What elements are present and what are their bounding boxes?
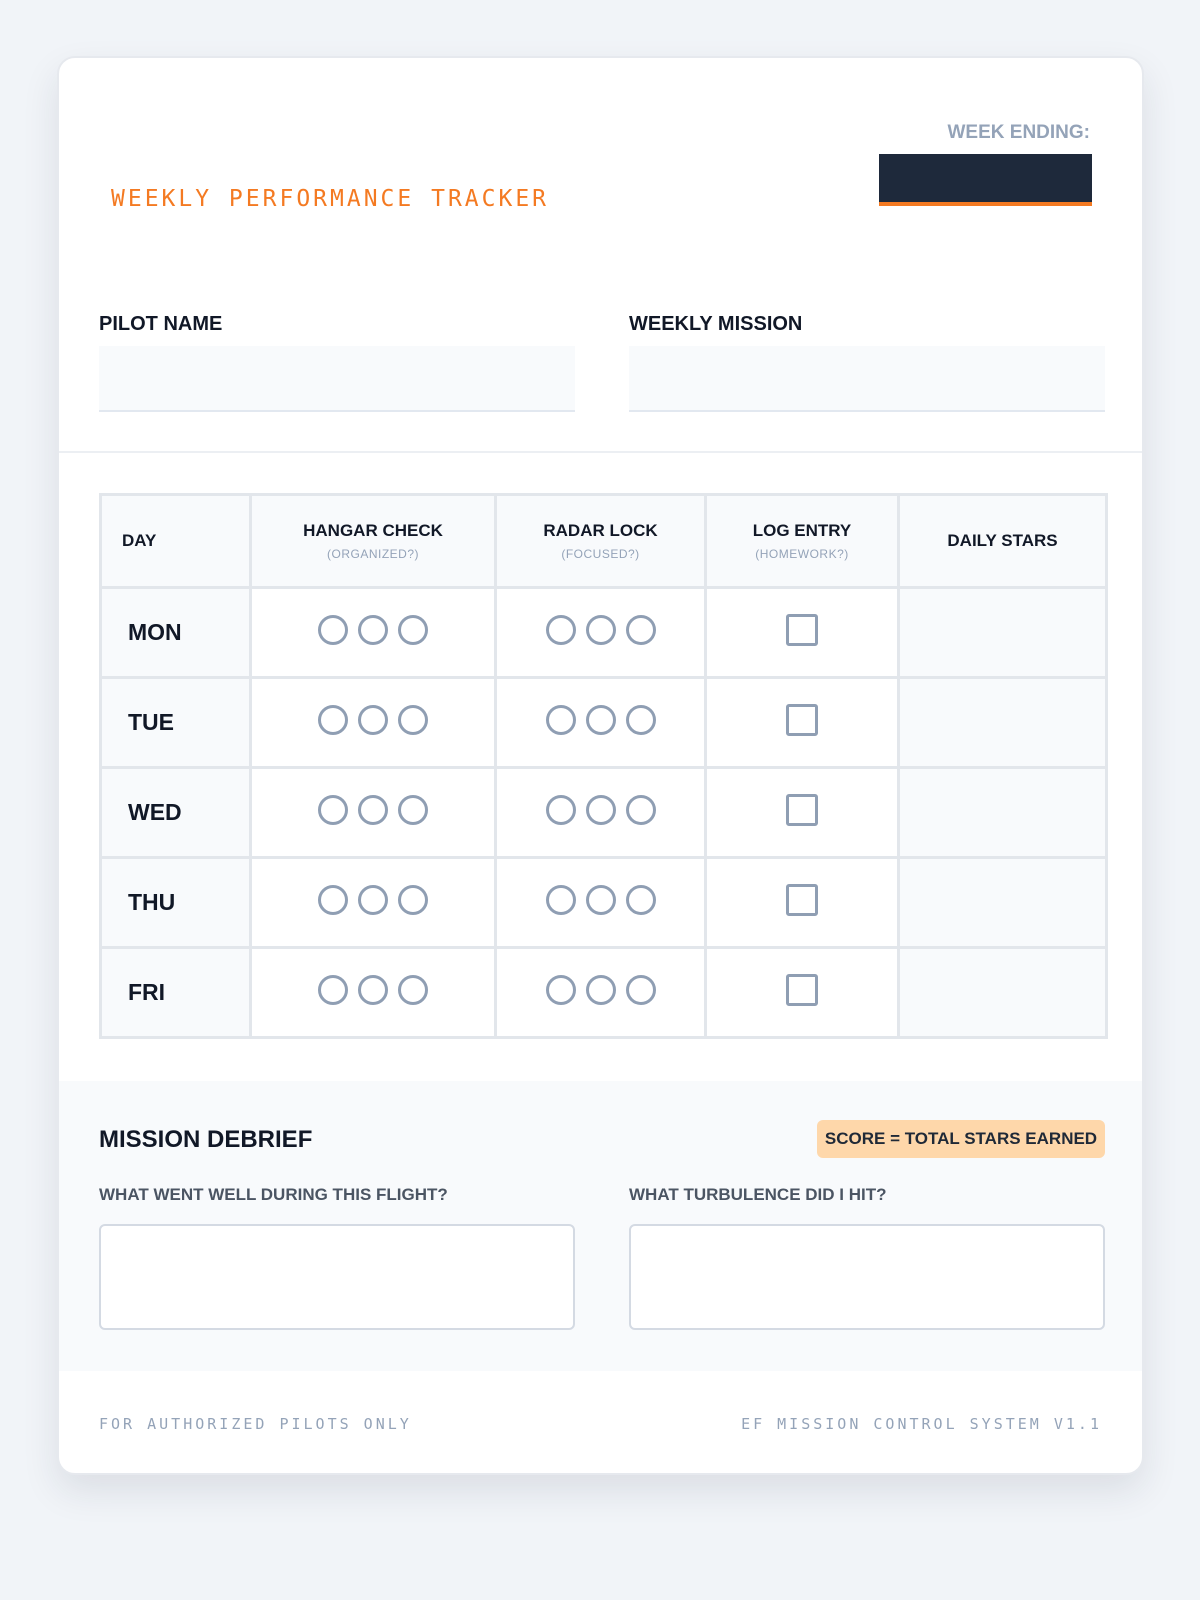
table-row	[101, 588, 1107, 678]
rating-circle[interactable]	[586, 615, 616, 645]
header-log-entry	[706, 495, 899, 588]
score-badge: SCORE = TOTAL STARS EARNED	[817, 1120, 1105, 1158]
log-entry-cell	[706, 768, 899, 858]
day-cell: THU	[101, 858, 251, 948]
turbulence-textarea[interactable]	[629, 1224, 1105, 1330]
rating-circle[interactable]	[546, 795, 576, 825]
rating-circle[interactable]	[626, 705, 656, 735]
day-cell: FRI	[101, 948, 251, 1038]
log-entry-checkbox[interactable]	[786, 704, 818, 736]
day-cell: MON	[101, 588, 251, 678]
header-day	[101, 495, 251, 588]
hangar-check-cell	[251, 588, 496, 678]
turbulence-label: WHAT TURBULENCE DID I HIT?	[629, 1185, 887, 1204]
week-ending-label: WEEK ENDING:	[947, 122, 1090, 143]
rating-circle[interactable]	[626, 795, 656, 825]
rating-circle[interactable]	[586, 975, 616, 1005]
header-daily-stars	[899, 495, 1107, 588]
log-entry-cell	[706, 858, 899, 948]
header-label: HANGAR CHECK	[303, 521, 443, 540]
rating-circle[interactable]	[358, 975, 388, 1005]
daily-stars-cell[interactable]	[899, 678, 1107, 768]
weekly-mission-field[interactable]	[629, 346, 1105, 412]
rating-circle[interactable]	[358, 885, 388, 915]
rating-circle[interactable]	[398, 615, 428, 645]
pilot-name-label: PILOT NAME	[99, 313, 223, 335]
header-label: RADAR LOCK	[543, 521, 658, 540]
radar-lock-cell	[496, 768, 706, 858]
rating-circle[interactable]	[318, 885, 348, 915]
rating-circle[interactable]	[398, 885, 428, 915]
pilot-name-field[interactable]	[99, 346, 575, 412]
daily-stars-cell[interactable]	[899, 858, 1107, 948]
header-hangar-check	[251, 495, 496, 588]
rating-circle[interactable]	[398, 795, 428, 825]
day-cell: WED	[101, 768, 251, 858]
hangar-check-cell	[251, 768, 496, 858]
log-entry-checkbox[interactable]	[786, 614, 818, 646]
rating-circle[interactable]	[358, 795, 388, 825]
daily-stars-cell[interactable]	[899, 588, 1107, 678]
rating-circle[interactable]	[318, 705, 348, 735]
radar-lock-cell	[496, 588, 706, 678]
header-sublabel: (ORGANIZED?)	[326, 547, 419, 561]
weekly-mission-label: WEEKLY MISSION	[629, 313, 803, 335]
log-entry-checkbox[interactable]	[786, 794, 818, 826]
hangar-check-cell	[251, 858, 496, 948]
rating-circle[interactable]	[586, 795, 616, 825]
rating-circle[interactable]	[626, 975, 656, 1005]
log-entry-checkbox[interactable]	[786, 884, 818, 916]
footer-left: FOR AUTHORIZED PILOTS ONLY	[99, 1415, 412, 1433]
rating-circle[interactable]	[398, 705, 428, 735]
table-row	[101, 768, 1107, 858]
went-well-label: WHAT WENT WELL DURING THIS FLIGHT?	[99, 1185, 448, 1204]
radar-lock-cell	[496, 678, 706, 768]
page-title: WEEKLY PERFORMANCE TRACKER	[111, 186, 550, 212]
rating-circle[interactable]	[318, 975, 348, 1005]
rating-circle[interactable]	[358, 615, 388, 645]
log-entry-cell	[706, 948, 899, 1038]
rating-circle[interactable]	[358, 705, 388, 735]
rating-circle[interactable]	[546, 975, 576, 1005]
tracker-sheet	[57, 56, 1144, 1475]
log-entry-checkbox[interactable]	[786, 974, 818, 1006]
table-row	[101, 678, 1107, 768]
header-label: LOG ENTRY	[752, 521, 852, 540]
header-label: DAILY STARS	[947, 531, 1058, 550]
debrief-title: MISSION DEBRIEF	[99, 1126, 313, 1153]
table-row	[101, 858, 1107, 948]
rating-circle[interactable]	[586, 885, 616, 915]
section-divider	[59, 451, 1142, 453]
header-sublabel: (HOMEWORK?)	[755, 547, 849, 561]
radar-lock-cell	[496, 858, 706, 948]
rating-circle[interactable]	[398, 975, 428, 1005]
log-entry-cell	[706, 588, 899, 678]
daily-stars-cell[interactable]	[899, 948, 1107, 1038]
week-ending-field[interactable]	[879, 154, 1092, 206]
log-entry-cell	[706, 678, 899, 768]
footer-right: EF MISSION CONTROL SYSTEM V1.1	[741, 1415, 1102, 1433]
hangar-check-cell	[251, 948, 496, 1038]
header-radar-lock	[496, 495, 706, 588]
table-row	[101, 948, 1107, 1038]
rating-circle[interactable]	[318, 795, 348, 825]
daily-log-table	[99, 493, 1108, 1039]
daily-stars-cell[interactable]	[899, 768, 1107, 858]
header-sublabel: (FOCUSED?)	[561, 547, 640, 561]
header-label: DAY	[122, 531, 157, 550]
went-well-textarea[interactable]	[99, 1224, 575, 1330]
rating-circle[interactable]	[586, 705, 616, 735]
hangar-check-cell	[251, 678, 496, 768]
rating-circle[interactable]	[626, 885, 656, 915]
rating-circle[interactable]	[626, 615, 656, 645]
day-cell: TUE	[101, 678, 251, 768]
rating-circle[interactable]	[318, 615, 348, 645]
rating-circle[interactable]	[546, 615, 576, 645]
radar-lock-cell	[496, 948, 706, 1038]
rating-circle[interactable]	[546, 705, 576, 735]
table-header-row	[101, 495, 1107, 588]
rating-circle[interactable]	[546, 885, 576, 915]
